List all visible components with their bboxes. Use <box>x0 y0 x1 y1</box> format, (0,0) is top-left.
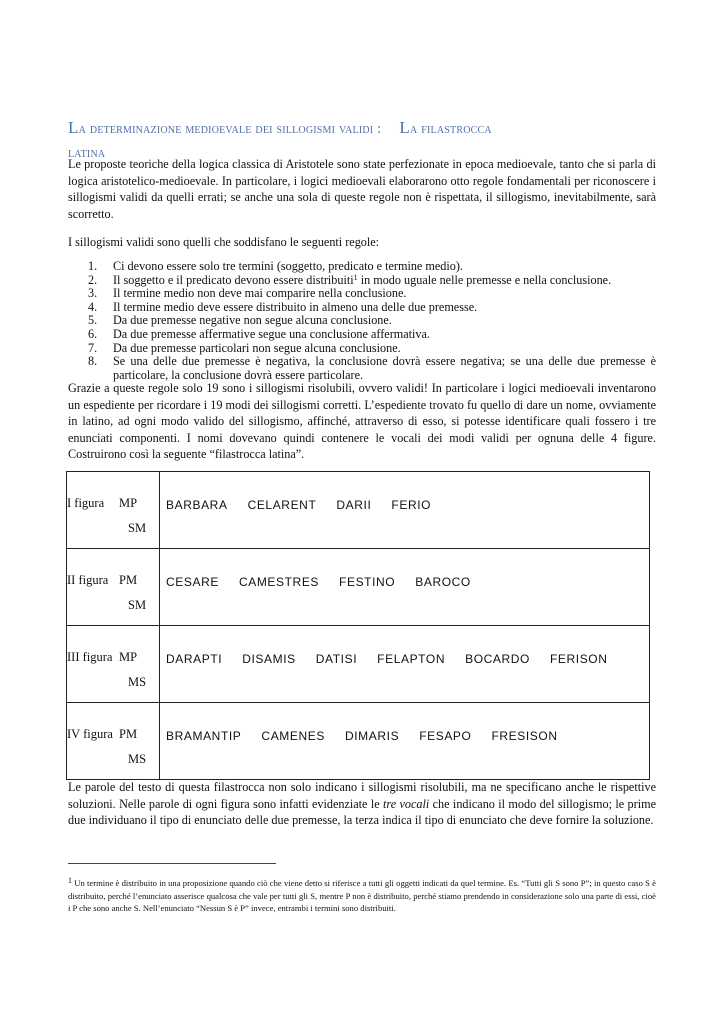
mode-name: BRAMANTIP <box>166 729 242 743</box>
title-text-1: a determinazione medioevale dei sillogismi validi : <box>78 121 382 137</box>
figure-modes-cell <box>160 472 650 549</box>
mode-name: FESTINO <box>339 575 396 589</box>
mode-name: CAMENES <box>261 729 325 743</box>
rule-item: 3. Il termine medio non deve mai comparire nella conclusione. <box>88 286 407 301</box>
mode-name: BAROCO <box>415 575 471 589</box>
mode-name: BOCARDO <box>465 652 530 666</box>
figure-row <box>67 472 650 549</box>
mode-name: DISAMIS <box>242 652 296 666</box>
title-initial-2: L <box>399 118 410 137</box>
rule-item: 4. Il termine medio deve essere distribuito in almeno una delle due premesse. <box>88 299 478 314</box>
mode-name: FELAPTON <box>377 652 446 666</box>
footnote-divider <box>68 863 276 864</box>
mode-name: FESAPO <box>419 729 472 743</box>
mode-name: CESARE <box>166 575 219 589</box>
figure-label-cell: II figura PM SM <box>67 549 160 626</box>
title-initial-1: L <box>68 118 79 137</box>
mode-name: DARII <box>336 498 372 512</box>
rule-item: 8. Se una delle due premesse è negativa, la conclusione dovrà essere negativa; se una delle due premesse è particolare, la conclusione dovrà essere particolare. <box>88 354 656 382</box>
figure-modes-cell <box>160 549 650 626</box>
mode-name: CAMESTRES <box>238 575 320 589</box>
footnote-mark: 1 <box>68 876 72 885</box>
mode-name: FERISON <box>549 652 608 666</box>
rules-list <box>68 260 656 382</box>
rule-item: 1. Ci devono essere solo tre termini (soggetto, predicato e termine medio). <box>88 259 463 273</box>
after-rules-paragraph: Grazie a queste regole solo 19 sono i sillogismi risolubili, ovvero validi! In particolare i logici medioevali inventarono un espediente per ricordare i 19 modi dei sillogismi corretti. L’espediente trovato fu quello di dare un nome, ovviamente in latino, ad ogni modo valido del sillogismo, affinché, attraverso di esso, si potesse identificare quali fossero i tre enunciati componenti. I nomi dovevano quindi contenere le vocali dei modi validi per ognuna delle 4 figure. Costruirono così la seguente “filastrocca latina”. <box>68 381 656 462</box>
rule-item: 6. Da due premesse affermative segue una conclusione affermativa. <box>88 326 430 341</box>
figure-row <box>67 626 650 703</box>
closing-paragraph: Le parole del testo di questa filastrocca non solo indicano i sillogismi risolubili, ma ne specificano anche le rispettive soluzioni. Nelle parole di ogni figura sono infatti evidenziate le tre vocali che indicano il modo del sillogismo; le prime due individuano il tipo di enunciato delle due premesse, la terza indica il tipo di enunciato che deve fornire la soluzione. <box>68 780 656 828</box>
rule-item: 5. Da due premesse negative non segue alcuna conclusione. <box>88 313 392 328</box>
rule-item: 7. Da due premesse particolari non segue alcuna conclusione. <box>88 340 401 355</box>
mode-name: BARBARA <box>166 498 228 512</box>
mode-name: DATISI <box>315 652 358 666</box>
mode-name: FERIO <box>391 498 432 512</box>
figure-label-cell: IV figura PM MS <box>67 703 160 780</box>
rule-item: 2. Il soggetto e il predicato devono essere distribuiti$^1$ in modo uguale nelle premesse e nella conclusione. <box>88 272 612 287</box>
figure-modes-cell <box>160 626 650 703</box>
rules-lead-paragraph: I sillogismi validi sono quelli che soddisfano le seguenti regole: <box>68 235 380 249</box>
title-text-3: latina <box>68 145 106 161</box>
figure-row <box>67 703 650 780</box>
figure-row <box>67 549 650 626</box>
footnote <box>68 877 656 915</box>
figure-modes-cell <box>160 703 650 780</box>
intro-paragraph: Le proposte teoriche della logica classica di Aristotele sono state perfezionate in epoca medioevale, tanto che si parla di logica aristotelico-medioevale. In particolare, i logici medioevali elaborarono otto regole fondamentali per riconoscere i sillogismi validi da quelli errati; se anche una sola di queste regole non è rispettata, il sillogismo, inevitabilmente, sarà scorretto. <box>68 157 656 221</box>
mode-name: CELARENT <box>247 498 317 512</box>
figure-label-cell: III figura MP MS <box>67 626 160 703</box>
emphasis-tre-vocali: tre vocali <box>383 796 430 811</box>
footnote-ref[interactable]: 1 <box>353 272 358 282</box>
mode-name: FRESISON <box>491 729 558 743</box>
footnote-text: Un termine è distribuito in una proposizione quando ciò che viene detto si riferisce a tutti gli oggetti indicati da quel termine. Es. “Tutti gli S sono P”; in questo caso S è distribuito, perché l’enunciato asserisce qualcosa che vale per tutti gli S, mentre P non è distribuito, perché stiamo prendendo in considerazione solo una parte di essi, cioè i P che sono anche S. Nell’enunciato “Nessun S è P” invece, entrambi i termini sono distribuiti. <box>68 878 656 914</box>
mode-name: DARAPTI <box>166 652 223 666</box>
syllogism-figures-table <box>66 471 650 780</box>
mode-name: DIMARIS <box>344 729 400 743</box>
figure-label-cell: I figura MP SM <box>67 472 160 549</box>
title-text-2: a filastrocca <box>409 121 492 137</box>
